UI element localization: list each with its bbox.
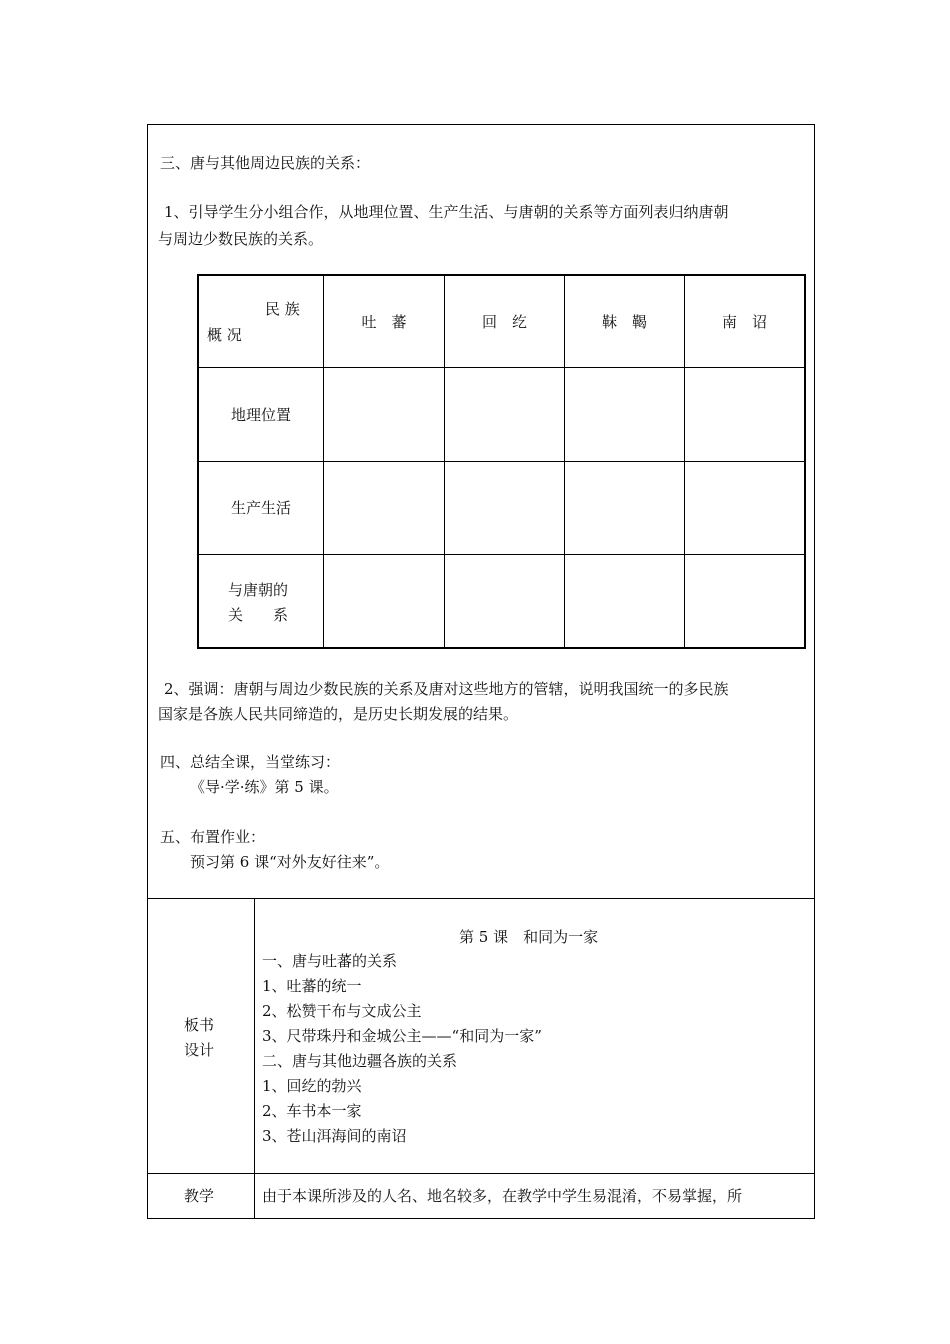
outer-left-border [147, 124, 148, 1219]
table-corner-top: 民 族 [265, 300, 300, 318]
table-row-line [197, 554, 806, 555]
reflection-top-divider [147, 1173, 815, 1174]
section4-detail: 《导·学·练》第 5 课。 [190, 778, 339, 796]
section5-heading: 五、布置作业： [160, 828, 266, 846]
board-line: 1、吐蕃的统一 [262, 977, 362, 995]
reflection-text: 由于本课所涉及的人名、地名较多，在教学中学生易混淆，不易掌握，所 [262, 1187, 743, 1205]
table-row-line [197, 461, 806, 462]
section5-detail: 预习第 6 课“对外友好往来”。 [190, 853, 390, 871]
item2-line2: 国家是各族人民共同缔造的，是历史长期发展的结果。 [158, 705, 519, 723]
outer-top-border [147, 124, 815, 125]
section3-item1-line1: 1、引导学生分小组合作，从地理位置、生产生活、与唐朝的关系等方面列表归纳唐朝 [164, 203, 729, 221]
table-column-header: 回 纥 [481, 313, 527, 331]
table-column-header: 吐 蕃 [361, 313, 407, 331]
table-row-header: 与唐朝的 [228, 581, 289, 599]
section3-item1-line2: 与周边少数民族的关系。 [158, 230, 324, 248]
label-column-divider [254, 898, 255, 1219]
board-top-divider [147, 898, 815, 899]
board-line: 2、松赞干布与文成公主 [262, 1002, 422, 1020]
section4-heading: 四、总结全课，当堂练习： [160, 753, 341, 771]
table-row-line [197, 367, 806, 368]
reflection-label: 教学 [184, 1187, 215, 1205]
table-column-header: 南 诏 [721, 313, 767, 331]
table-row-header: 关 系 [228, 606, 289, 624]
item2-line1: 2、强调：唐朝与周边少数民族的关系及唐对这些地方的管辖，说明我国统一的多民族 [164, 680, 729, 698]
table-bottom-border [197, 647, 806, 649]
board-line: 3、尺带珠丹和金城公主——“和同为一家” [262, 1027, 542, 1045]
board-label-line1: 板书 [184, 1016, 215, 1034]
board-title: 第 5 课 和同为一家 [459, 928, 599, 946]
board-line: 二、唐与其他边疆各族的关系 [262, 1052, 458, 1070]
board-line: 3、苍山洱海间的南诏 [262, 1127, 407, 1145]
table-row-header: 地理位置 [230, 406, 291, 424]
table-row-header: 生产生活 [230, 499, 291, 517]
table-corner-bottom: 概 况 [207, 326, 242, 344]
board-line: 1、回纥的勃兴 [262, 1077, 362, 1095]
outer-bottom-border [147, 1218, 815, 1219]
table-column-header: 靺 鞨 [601, 313, 647, 331]
board-label-line2: 设计 [184, 1041, 215, 1059]
section3-heading: 三、唐与其他周边民族的关系： [160, 154, 371, 172]
board-line: 一、唐与吐蕃的关系 [262, 952, 398, 970]
table-top-border [197, 274, 806, 276]
board-line: 2、车书本一家 [262, 1102, 362, 1120]
outer-right-border [814, 124, 815, 1219]
